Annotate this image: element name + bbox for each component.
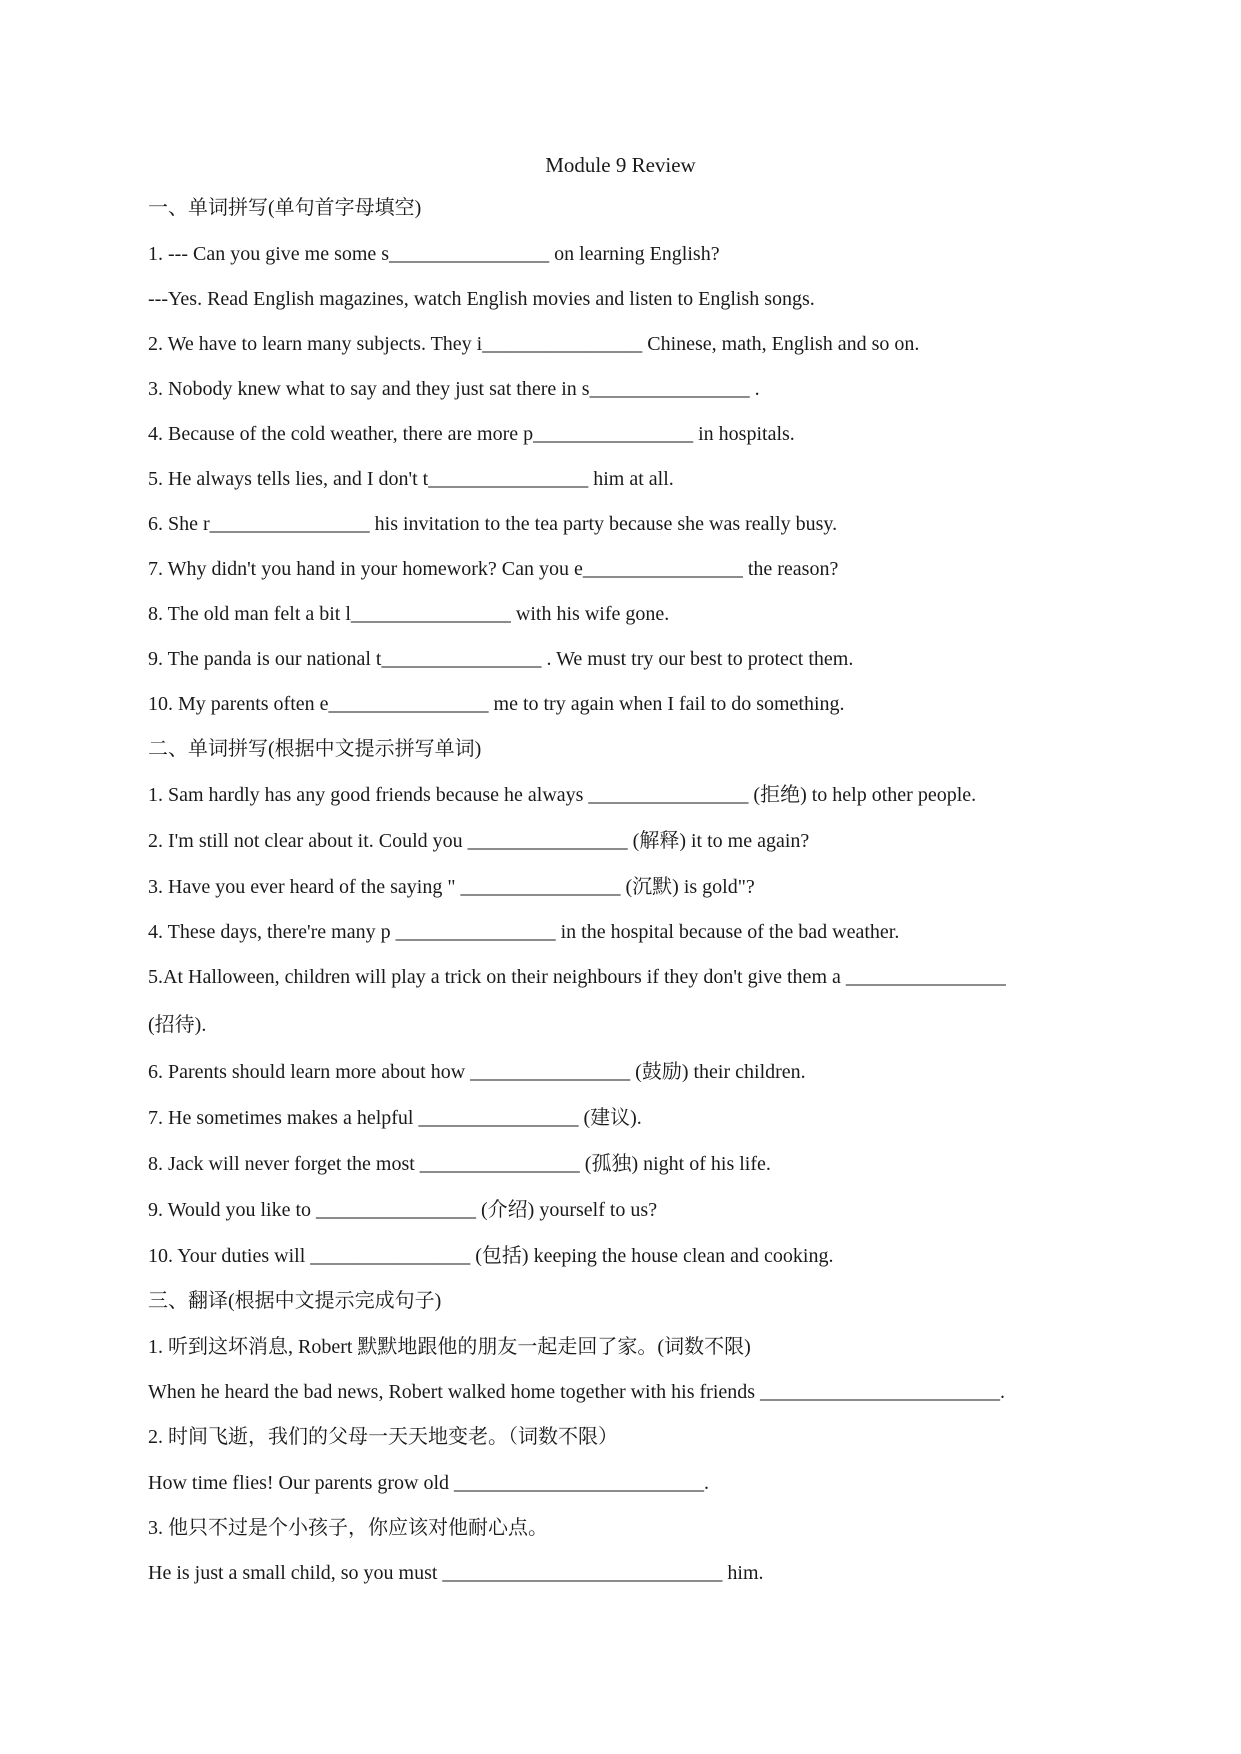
section2-question-6: 6. Parents should learn more about how ________________ (鼓励) their children. bbox=[148, 1061, 806, 1083]
section3-answer-1: When he heard the bad news, Robert walked home together with his friends ________________________. bbox=[148, 1381, 1006, 1403]
section2-heading: 二、单词拼写(根据中文提示拼写单词) bbox=[148, 738, 482, 760]
section3-answer-3: He is just a small child, so you must ____________________________ him. bbox=[148, 1562, 764, 1584]
section3-heading: 三、翻译(根据中文提示完成句子) bbox=[148, 1290, 442, 1312]
section1-answer-line: ---Yes. Read English magazines, watch English movies and listen to English songs. bbox=[148, 288, 815, 310]
section1-question-4: 4. Because of the cold weather, there are more p________________ in hospitals. bbox=[148, 423, 795, 445]
section2-question-5-cont: (招待). bbox=[148, 1014, 207, 1036]
section1-question-1: 1. --- Can you give me some s________________ on learning English? bbox=[148, 243, 720, 265]
section2-question-1: 1. Sam hardly has any good friends because he always ________________ (拒绝) to help other people. bbox=[148, 784, 977, 806]
section2-question-9: 9. Would you like to ________________ (介绍) yourself to us? bbox=[148, 1199, 658, 1221]
page-title: Module 9 Review bbox=[545, 153, 696, 177]
section2-question-10: 10. Your duties will ________________ (包括) keeping the house clean and cooking. bbox=[148, 1245, 834, 1267]
section2-question-7: 7. He sometimes makes a helpful ________________ (建议). bbox=[148, 1107, 642, 1129]
section1-question-9: 9. The panda is our national t________________ . We must try our best to protect them. bbox=[148, 648, 854, 670]
section1-question-10: 10. My parents often e________________ me to try again when I fail to do something. bbox=[148, 693, 845, 715]
section3-answer-2: How time flies! Our parents grow old _________________________. bbox=[148, 1472, 710, 1494]
section1-heading: 一、单词拼写(单句首字母填空) bbox=[148, 197, 422, 219]
section3-prompt-2: 2. 时间飞逝，我们的父母一天天地变老。（词数不限） bbox=[148, 1426, 618, 1448]
section2-question-4: 4. These days, there're many p ________________ in the hospital because of the bad weather. bbox=[148, 921, 900, 943]
section3-prompt-3: 3. 他只不过是个小孩子，你应该对他耐心点。 bbox=[148, 1517, 548, 1539]
section1-question-5: 5. He always tells lies, and I don't t________________ him at all. bbox=[148, 468, 674, 490]
section2-question-2: 2. I'm still not clear about it. Could you ________________ (解释) it to me again? bbox=[148, 830, 810, 852]
section2-question-3: 3. Have you ever heard of the saying " ________________ (沉默) is gold"? bbox=[148, 876, 755, 898]
section3-prompt-1: 1. 听到这坏消息, Robert 默默地跟他的朋友一起走回了家。(词数不限) bbox=[148, 1336, 751, 1358]
section2-question-8: 8. Jack will never forget the most ________________ (孤独) night of his life. bbox=[148, 1153, 771, 1175]
section1-question-2: 2. We have to learn many subjects. They i________________ Chinese, math, English and so on. bbox=[148, 333, 920, 355]
section2-question-5: 5.At Halloween, children will play a trick on their neighbours if they don't give them a ________________ bbox=[148, 966, 1006, 988]
section1-question-3: 3. Nobody knew what to say and they just sat there in s________________ . bbox=[148, 378, 760, 400]
section1-question-8: 8. The old man felt a bit l________________ with his wife gone. bbox=[148, 603, 670, 625]
section1-question-7: 7. Why didn't you hand in your homework? Can you e________________ the reason? bbox=[148, 558, 839, 580]
section1-question-6: 6. She r________________ his invitation to the tea party because she was really busy. bbox=[148, 513, 838, 535]
